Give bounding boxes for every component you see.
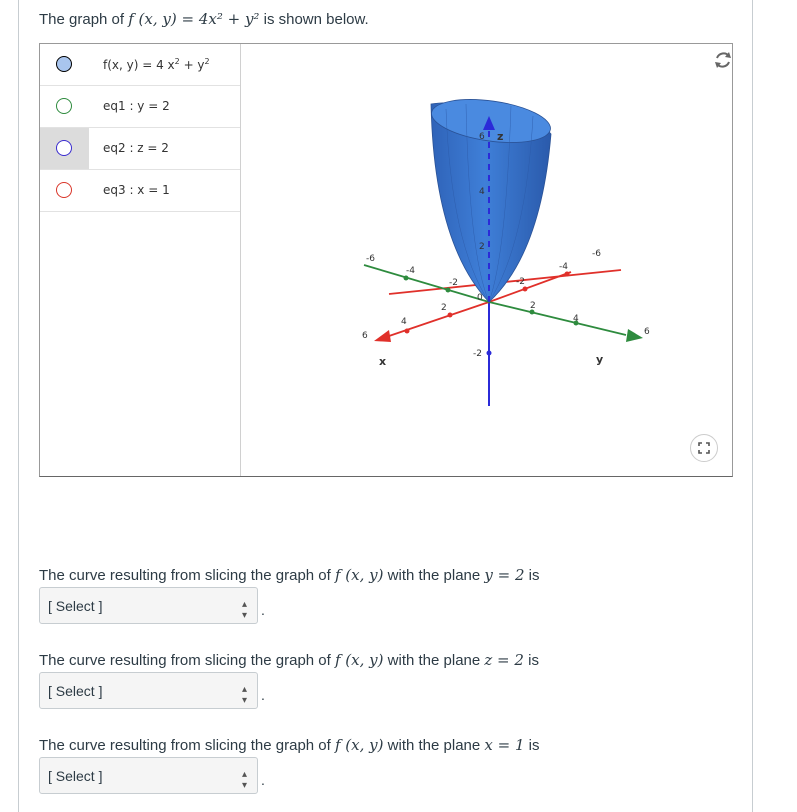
x-tick-label: -4 [559,262,568,272]
f-exp-2: 2 [204,57,210,66]
z-tick-label: 4 [479,187,485,197]
reset-icon[interactable] [712,49,734,71]
question-prefix: The curve resulting from slicing the graph of [39,737,335,754]
sentence-end: . [261,687,265,703]
select-value: [ Select ] [48,683,103,699]
x-tick-label: -2 [516,277,525,287]
visibility-toggle-eq2[interactable] [56,140,72,156]
question-mid: with the plane [383,567,485,584]
algebra-label-eq2: eq2 : z = 2 [103,141,169,155]
y-tick-label: -4 [406,266,415,276]
y-axis-positive [489,302,626,335]
y-tick-label: 4 [573,314,579,324]
f-exp-1: 2 [174,57,180,66]
y-axis-label: y [596,353,604,366]
z-tick-label: 6 [479,132,485,142]
question-2-text [39,651,539,669]
algebra-row-f[interactable] [40,44,240,86]
y-tick-label: -2 [449,278,458,288]
select-arrow-icon: ▴▾ [239,684,250,706]
x-tick-label: 2 [441,303,447,313]
answer-select-2[interactable] [39,672,258,709]
sentence-end: . [261,602,265,618]
origin-label: 0 [477,293,483,303]
select-arrow-icon: ▴▾ [239,599,250,621]
visibility-toggle-eq3[interactable] [56,182,72,198]
visibility-toggle-eq1[interactable] [56,98,72,114]
geogebra-applet[interactable] [39,43,733,477]
marble-cell [40,86,89,127]
question-mid: with the plane [383,737,485,754]
y-tick-label: 2 [530,301,536,311]
algebra-label-eq1: eq1 : y = 2 [103,99,170,113]
algebra-label-eq3: eq3 : x = 1 [103,183,170,197]
x-tick-label: -6 [592,249,601,259]
x-tick-label: 6 [362,331,368,341]
algebra-view [40,44,241,476]
marble-cell [40,170,89,211]
question-prefix: The curve resulting from slicing the graph of [39,652,335,669]
z-axis-label: z [497,130,504,143]
f-def-part1: f(x, y) = 4 x [103,58,175,72]
answer-select-1[interactable] [39,587,258,624]
visibility-toggle-f[interactable] [56,56,72,72]
algebra-row-eq2[interactable] [40,128,240,170]
y-tick-label: -6 [366,254,375,264]
sentence-end: . [261,772,265,788]
question-plane: y = 2 [484,566,525,584]
intro-prefix: The graph of [39,11,129,28]
select-value: [ Select ] [48,598,103,614]
question-suffix: is [523,652,539,669]
question-suffix: is [524,737,540,754]
z-tick-label: -2 [473,349,482,359]
question-prefix: The curve resulting from slicing the graph of [39,567,335,584]
question-plane: z = 2 [484,651,524,669]
question-3-text [39,736,540,754]
question-plane: x = 1 [484,736,525,754]
graphics-3d-view[interactable] [241,44,732,476]
x-axis-arrow [374,330,391,342]
question-function: f (x, y) [334,651,384,669]
intro-text [39,10,369,28]
marble-cell [40,128,89,169]
algebra-row-eq3[interactable] [40,170,240,212]
z-tick-point [487,351,492,356]
algebra-label-f [103,57,210,72]
question-function: f (x, y) [334,566,384,584]
algebra-row-eq1[interactable] [40,86,240,128]
y-axis-arrow [626,329,643,342]
question-1-text [39,566,540,584]
question-suffix: is [524,567,540,584]
answer-select-3[interactable] [39,757,258,794]
f-def-part2: + y [179,58,205,72]
x-tick-label: 4 [401,317,407,327]
y-tick-label: 6 [644,327,650,337]
marble-cell [40,44,89,85]
intro-function: f (x, y) = 4x² + y² [128,10,260,28]
x-axis-label: x [379,355,387,368]
question-mid: with the plane [383,652,485,669]
question-function: f (x, y) [334,736,384,754]
select-value: [ Select ] [48,768,103,784]
fullscreen-icon[interactable] [690,434,718,462]
intro-suffix: is shown below. [259,11,369,28]
z-tick-label: 2 [479,242,485,252]
select-arrow-icon: ▴▾ [239,769,250,791]
